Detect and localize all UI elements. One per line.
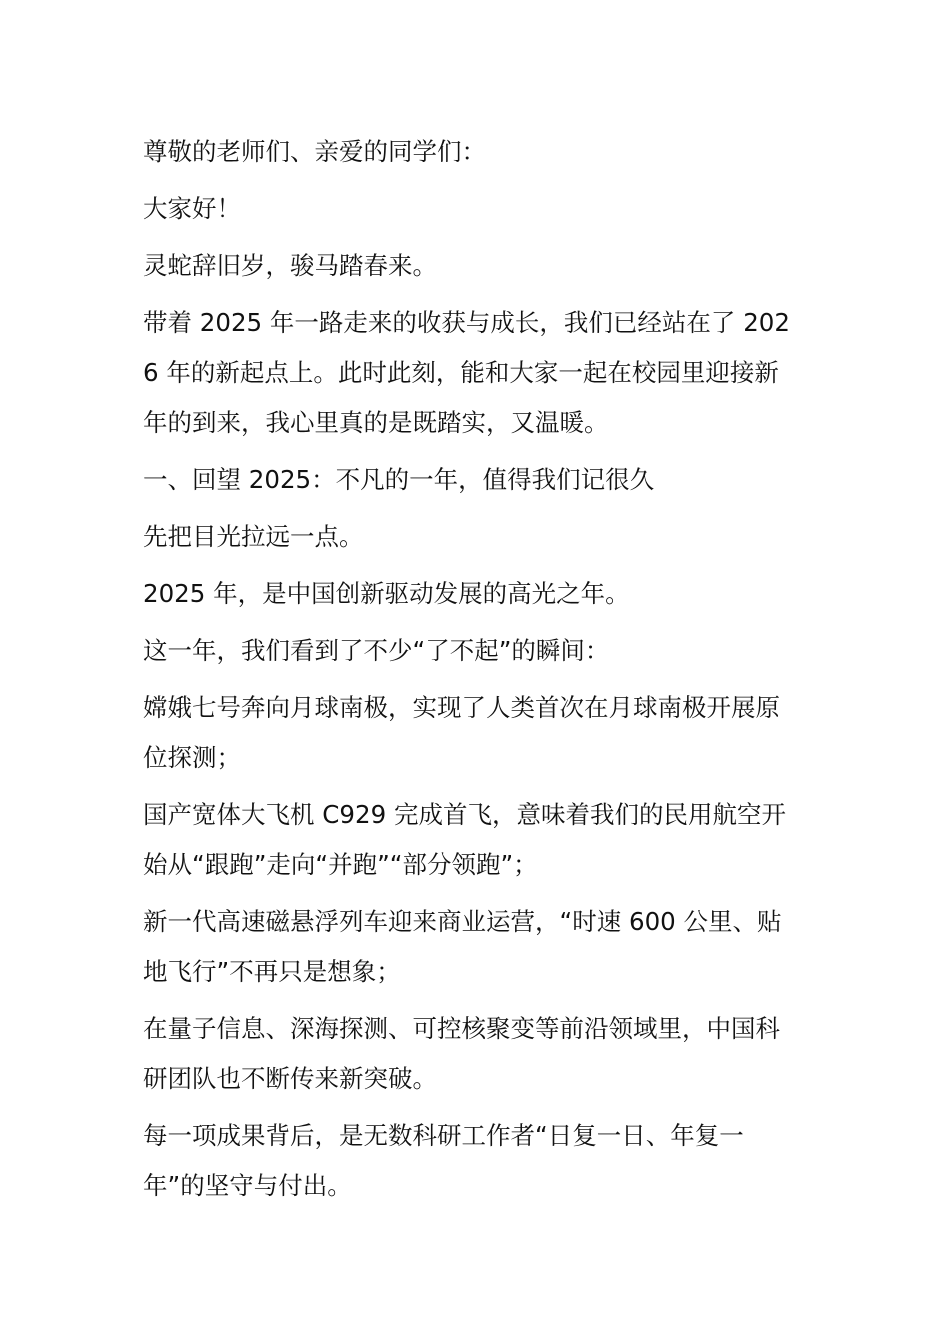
greeting: 大家好！ <box>143 194 241 223</box>
body-paragraph: 这一年，我们看到了不少“了不起”的瞬间： <box>143 636 610 665</box>
body-paragraph: 先把目光拉远一点。 <box>143 522 364 551</box>
body-paragraph: 每一项成果背后，是无数科研工作者“日复一日、年复一年”的坚守与付出。 <box>143 1121 744 1200</box>
opening-line: 灵蛇辞旧岁，骏马踏春来。 <box>143 251 437 280</box>
body-paragraph: 2025 年，是中国创新驱动发展的高光之年。 <box>143 579 630 608</box>
document-body <box>143 127 803 1218</box>
section-heading: 一、回望 2025：不凡的一年，值得我们记很久 <box>143 465 655 494</box>
list-item: 新一代高速磁悬浮列车迎来商业运营，“时速 600 公里、贴地飞行”不再只是想象； <box>143 907 782 986</box>
list-item: 嫦娥七号奔向月球南极，实现了人类首次在月球南极开展原位探测； <box>143 693 780 772</box>
salutation: 尊敬的老师们、亲爱的同学们： <box>143 137 486 166</box>
intro-paragraph: 带着 2025 年一路走来的收获与成长，我们已经站在了 2026 年的新起点上。此时此刻，能和大家一起在校园里迎接新年的到来，我心里真的是既踏实，又温暖。 <box>143 308 790 437</box>
list-item: 在量子信息、深海探测、可控核聚变等前沿领域里，中国科研团队也不断传来新突破。 <box>143 1014 780 1093</box>
list-item: 国产宽体大飞机 C929 完成首飞，意味着我们的民用航空开始从“跟跑”走向“并跑”“部分领跑”； <box>143 800 786 879</box>
